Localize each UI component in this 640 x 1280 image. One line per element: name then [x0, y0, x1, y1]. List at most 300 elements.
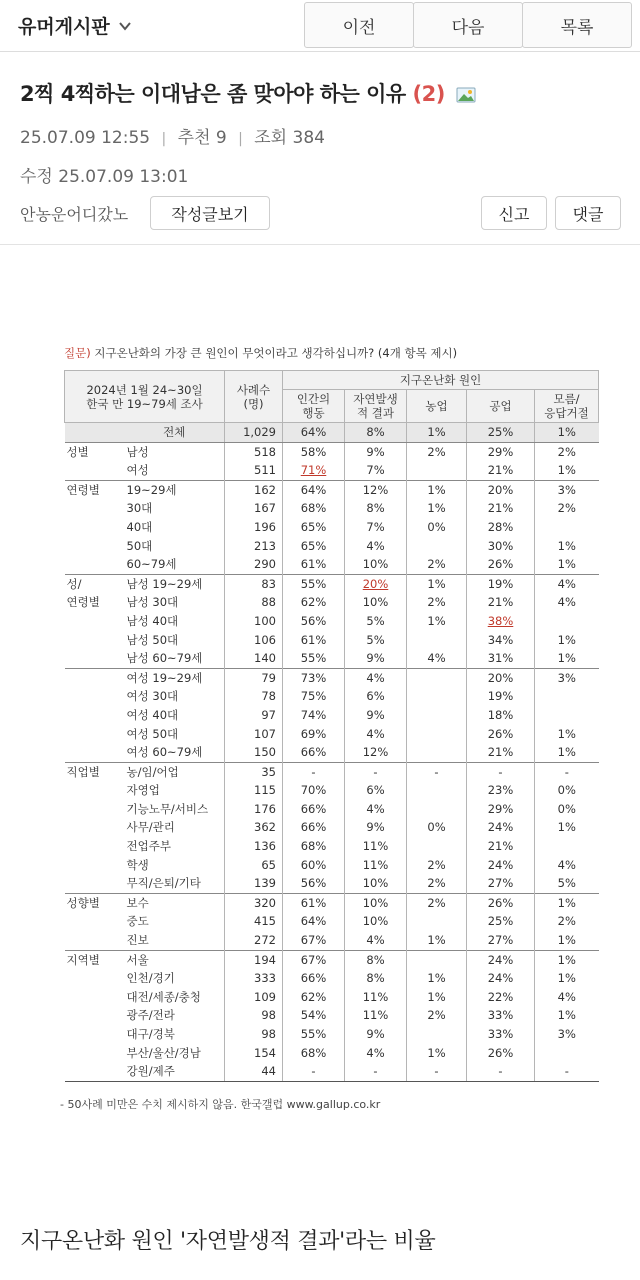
table-cell-h: 60%	[283, 856, 345, 875]
table-row	[65, 461, 599, 480]
table-cell-g	[65, 499, 125, 518]
table-cell-s: 60~79세	[126, 557, 177, 572]
table-cell-g: 연령별	[65, 480, 125, 499]
table-cell-a: 1%	[407, 423, 467, 443]
table-cell-s: 여성 30대	[126, 689, 179, 704]
table-cell-h: 62%	[283, 988, 345, 1007]
table-cell-n: 196	[225, 518, 283, 537]
table-row	[65, 631, 599, 650]
survey-footnote: - 50사례 미만은 수치 제시하지 않음. 한국갤럽 www.gallup.co.kr	[60, 1097, 381, 1111]
table-cell-g	[65, 743, 125, 762]
table-cell-n: 362	[225, 818, 283, 837]
table-cell-g	[65, 856, 125, 875]
table-row	[65, 912, 599, 931]
table-cell-h: 56%	[283, 612, 345, 631]
table-cell-n: 415	[225, 912, 283, 931]
header-human: 인간의 행동	[283, 390, 345, 423]
table-cell-s: 여성	[126, 463, 149, 478]
table-cell-na: 8%	[345, 423, 407, 443]
table-cell-na: 11%	[345, 856, 407, 875]
table-cell-s: 사무/관리	[126, 820, 175, 835]
table-cell-i: 26%	[467, 555, 535, 574]
edited-date: 수정 25.07.09 13:01	[20, 167, 189, 187]
table-cell-u	[535, 518, 599, 537]
table-cell-na: 10%	[345, 912, 407, 931]
table-cell-n: 1,029	[225, 423, 283, 443]
table-cell-u	[535, 612, 599, 631]
table-cell-na: 9%	[345, 442, 407, 461]
table-cell-i: 26%	[467, 1044, 535, 1063]
survey-table	[64, 370, 599, 1082]
header-sample-size: 사례수 (명)	[225, 371, 283, 423]
post-title-text: 2찍 4찍하는 이대남은 좀 맞아야 하는 이유	[20, 82, 406, 106]
table-cell-i: 24%	[467, 969, 535, 988]
table-row	[65, 1044, 599, 1063]
comment-button[interactable]: 댓글	[555, 196, 621, 230]
table-cell-g	[65, 874, 125, 893]
table-cell-na: 9%	[345, 818, 407, 837]
table-cell-a: 0%	[407, 818, 467, 837]
table-cell-h: 67%	[283, 931, 345, 950]
table-cell-na: 7%	[345, 518, 407, 537]
table-cell-i: -	[467, 1062, 535, 1081]
table-cell-n: 320	[225, 893, 283, 912]
table-cell-g	[65, 461, 125, 480]
table-cell-i: 30%	[467, 537, 535, 556]
table-cell-a	[407, 912, 467, 931]
table-row	[65, 856, 599, 875]
table-cell-h: -	[283, 1062, 345, 1081]
prev-button[interactable]: 이전	[304, 2, 414, 48]
table-cell-n: 139	[225, 874, 283, 893]
table-cell-u: 4%	[535, 593, 599, 612]
table-cell-g	[65, 781, 125, 800]
table-cell-n: 98	[225, 1006, 283, 1025]
table-cell-i: 18%	[467, 706, 535, 725]
header-natural: 자연발생 적 결과	[345, 390, 407, 423]
table-row	[65, 762, 599, 781]
table-cell-u: 3%	[535, 1025, 599, 1044]
table-row	[65, 837, 599, 856]
table-row	[65, 988, 599, 1007]
table-cell-h: 54%	[283, 1006, 345, 1025]
table-cell-i: 29%	[467, 442, 535, 461]
table-cell-na: 5%	[345, 612, 407, 631]
report-button[interactable]: 신고	[481, 196, 547, 230]
table-cell-n: 511	[225, 461, 283, 480]
table-cell-na: 4%	[345, 1044, 407, 1063]
table-cell-a: 1%	[407, 1044, 467, 1063]
table-cell-g: 연령별	[66, 595, 100, 610]
table-cell-u: 4%	[535, 856, 599, 875]
table-cell-na: 11%	[345, 1006, 407, 1025]
table-cell-n: 98	[225, 1025, 283, 1044]
table-cell-h: 64%	[283, 480, 345, 499]
table-cell-n: 272	[225, 931, 283, 950]
table-row	[65, 537, 599, 556]
table-cell-u: 3%	[535, 480, 599, 499]
table-cell-na: 9%	[345, 1025, 407, 1044]
table-cell-i: 21%	[467, 461, 535, 480]
table-cell-h: 64%	[283, 912, 345, 931]
table-cell-u: 0%	[535, 781, 599, 800]
table-cell-i: 29%	[467, 800, 535, 819]
table-row	[65, 687, 599, 706]
question-label: 질문)	[64, 346, 91, 360]
table-cell-u: 1%	[535, 1006, 599, 1025]
top-nav-bar	[0, 0, 640, 52]
table-cell-i: 23%	[467, 781, 535, 800]
table-cell-g	[65, 1044, 125, 1063]
author-posts-button[interactable]: 작성글보기	[150, 196, 270, 230]
table-cell-h: 70%	[283, 781, 345, 800]
table-cell-i: 34%	[467, 631, 535, 650]
table-cell-u: 2%	[535, 499, 599, 518]
table-cell-a: 1%	[407, 931, 467, 950]
table-row	[65, 725, 599, 744]
table-cell-n: 290	[225, 555, 283, 574]
table-cell-s: 남성 30대	[126, 595, 179, 610]
table-cell-s: 학생	[126, 857, 149, 872]
table-cell-g: 직업별	[65, 762, 125, 781]
table-cell-h: 68%	[283, 499, 345, 518]
table-cell-n: 79	[225, 668, 283, 687]
table-cell-u: -	[535, 762, 599, 781]
table-cell-g	[65, 687, 125, 706]
table-cell-a: 1%	[407, 612, 467, 631]
table-row	[65, 480, 599, 499]
table-cell-s: 남성	[125, 442, 225, 461]
table-cell-u: 2%	[535, 912, 599, 931]
table-cell-n: 518	[225, 442, 283, 461]
table-cell-u: 1%	[535, 725, 599, 744]
table-cell-s: 강원/제주	[125, 1062, 225, 1081]
table-cell-u: 1%	[535, 461, 599, 480]
table-cell-h: 58%	[283, 442, 345, 461]
table-cell-g	[65, 612, 125, 631]
table-cell-u: 2%	[535, 442, 599, 461]
table-row	[65, 818, 599, 837]
table-cell-na: 8%	[345, 969, 407, 988]
table-cell-na: 12%	[345, 480, 407, 499]
table-cell-i: 33%	[467, 1006, 535, 1025]
table-cell-h: 66%	[283, 743, 345, 762]
table-cell-g	[65, 668, 125, 687]
table-cell-u: -	[535, 1062, 599, 1081]
table-cell-u: 1%	[535, 893, 599, 912]
table-cell-n: 213	[225, 537, 283, 556]
comment-count[interactable]: (2)	[412, 82, 445, 106]
table-cell-g	[65, 706, 125, 725]
table-cell-h: 68%	[283, 1044, 345, 1063]
table-cell-s: 보수	[125, 893, 225, 912]
table-cell-s: 자영업	[126, 783, 160, 798]
table-cell-h: 61%	[283, 893, 345, 912]
table-cell-u: 1%	[535, 818, 599, 837]
table-cell-g	[65, 969, 125, 988]
table-cell-a: 4%	[407, 649, 467, 668]
list-button[interactable]: 목록	[522, 2, 632, 48]
table-cell-i: 24%	[467, 856, 535, 875]
table-cell-a	[407, 837, 467, 856]
post-date: 25.07.09 12:55	[20, 128, 151, 148]
table-cell-a	[407, 461, 467, 480]
header-unknown: 모름/ 응답거절	[535, 390, 599, 423]
table-row	[65, 931, 599, 950]
table-cell-g	[65, 631, 125, 650]
table-cell-i: 21%	[467, 593, 535, 612]
table-cell-s: 대구/경북	[126, 1027, 175, 1041]
table-cell-h: 69%	[283, 725, 345, 744]
table-cell-s: 여성 50대	[126, 726, 179, 741]
table-cell-h: 65%	[283, 537, 345, 556]
table-cell-s: 19~29세	[125, 480, 225, 499]
table-cell-g	[65, 1062, 125, 1081]
meta-separator: |	[161, 131, 167, 147]
table-row	[65, 593, 599, 612]
table-row	[65, 668, 599, 687]
table-cell-g: 성/	[65, 574, 125, 593]
table-cell-h: 67%	[283, 950, 345, 969]
table-row	[65, 706, 599, 725]
table-cell-s: 전업주부	[126, 839, 171, 854]
table-cell-na: 10%	[345, 874, 407, 893]
table-cell-g: 성향별	[65, 893, 125, 912]
table-cell-s: 30대	[126, 501, 153, 516]
post-caption: 지구온난화 원인 '자연발생적 결과'라는 비율	[20, 1229, 436, 1254]
table-cell-u: 1%	[535, 649, 599, 668]
table-cell-na: -	[345, 1062, 407, 1081]
table-cell-na: 12%	[345, 743, 407, 762]
table-cell-i: 25%	[467, 423, 535, 443]
table-cell-h: -	[283, 762, 345, 781]
table-cell-a: 2%	[407, 856, 467, 875]
table-cell-g	[65, 423, 125, 443]
table-cell-na: 4%	[345, 725, 407, 744]
table-cell-na: 9%	[345, 706, 407, 725]
table-cell-u: 1%	[535, 631, 599, 650]
table-cell-a: 2%	[407, 1006, 467, 1025]
recommend-count: 추천 9	[177, 128, 227, 148]
table-cell-na: 7%	[345, 461, 407, 480]
table-cell-a: 2%	[407, 874, 467, 893]
post-meta	[20, 123, 325, 148]
table-cell-n: 106	[225, 631, 283, 650]
table-cell-a: -	[407, 762, 467, 781]
table-cell-a: 1%	[407, 574, 467, 593]
board-name: 유머게시판	[18, 16, 110, 38]
table-cell-g	[65, 988, 125, 1007]
table-cell-h: 55%	[283, 574, 345, 593]
table-cell-a	[407, 781, 467, 800]
table-cell-a: 1%	[407, 499, 467, 518]
table-cell-g: 성별	[65, 442, 125, 461]
next-button[interactable]: 다음	[413, 2, 523, 48]
table-cell-h: 74%	[283, 706, 345, 725]
table-cell-na: 4%	[345, 800, 407, 819]
table-cell-g	[65, 555, 125, 574]
table-cell-na: 11%	[345, 837, 407, 856]
table-cell-n: 44	[225, 1062, 283, 1081]
table-cell-h: 75%	[283, 687, 345, 706]
header-cause-group: 지구온난화 원인	[283, 371, 599, 390]
table-cell-i: 27%	[467, 874, 535, 893]
table-row	[65, 1006, 599, 1025]
table-row	[65, 781, 599, 800]
table-row	[65, 555, 599, 574]
table-cell-g	[65, 837, 125, 856]
table-row	[65, 612, 599, 631]
table-cell-a	[407, 743, 467, 762]
table-cell-na: 9%	[345, 649, 407, 668]
table-cell-n: 115	[225, 781, 283, 800]
table-cell-h: 65%	[283, 518, 345, 537]
table-cell-s: 부산/울산/경남	[126, 1045, 201, 1060]
view-count: 조회 384	[254, 128, 325, 148]
table-row	[65, 969, 599, 988]
table-cell-na: 11%	[345, 988, 407, 1007]
table-cell-n: 167	[225, 499, 283, 518]
table-cell-s: 여성 19~29세	[125, 668, 225, 687]
board-selector[interactable]	[18, 12, 132, 39]
table-cell-n: 176	[225, 800, 283, 819]
chevron-down-icon	[118, 19, 132, 33]
table-cell-i: 20%	[467, 668, 535, 687]
table-cell-g	[65, 931, 125, 950]
table-cell-i: 24%	[467, 818, 535, 837]
header-survey-desc: 2024년 1월 24~30일 한국 만 19~79세 조사	[65, 371, 225, 423]
table-cell-n: 194	[225, 950, 283, 969]
table-cell-u: 1%	[535, 950, 599, 969]
table-cell-h: 71%	[283, 461, 345, 480]
survey-table-body	[65, 423, 599, 1082]
table-cell-a: -	[407, 1062, 467, 1081]
table-cell-n: 35	[225, 762, 283, 781]
table-cell-a	[407, 706, 467, 725]
table-cell-i: 21%	[467, 743, 535, 762]
table-cell-h: 66%	[283, 818, 345, 837]
table-cell-na: 10%	[345, 593, 407, 612]
table-cell-n: 65	[225, 856, 283, 875]
table-cell-u: 1%	[535, 931, 599, 950]
table-row	[65, 800, 599, 819]
table-row	[65, 574, 599, 593]
table-cell-u: 5%	[535, 874, 599, 893]
table-cell-h: 56%	[283, 874, 345, 893]
table-cell-u: 1%	[535, 969, 599, 988]
table-cell-h: 55%	[283, 649, 345, 668]
table-cell-na: 8%	[345, 950, 407, 969]
post-nav-buttons	[305, 2, 632, 48]
table-cell-h: 66%	[283, 969, 345, 988]
table-cell-s: 전체	[125, 423, 225, 443]
table-cell-h: 61%	[283, 555, 345, 574]
table-cell-g	[65, 818, 125, 837]
table-cell-i: 27%	[467, 931, 535, 950]
table-cell-h: 64%	[283, 423, 345, 443]
table-cell-i: 25%	[467, 912, 535, 931]
table-cell-i: -	[467, 762, 535, 781]
table-cell-s: 무직/은퇴/기타	[126, 876, 201, 891]
table-cell-u: 4%	[535, 574, 599, 593]
header-industry: 공업	[467, 390, 535, 423]
table-cell-i: 22%	[467, 988, 535, 1007]
table-cell-na: 6%	[345, 781, 407, 800]
table-cell-s: 남성 50대	[126, 632, 179, 647]
table-cell-g	[65, 537, 125, 556]
table-row	[65, 499, 599, 518]
table-cell-s: 대전/세종/충청	[126, 989, 201, 1004]
table-cell-a	[407, 668, 467, 687]
table-row	[65, 893, 599, 912]
table-cell-i: 21%	[467, 499, 535, 518]
table-row	[65, 950, 599, 969]
author-name[interactable]: 안농운어디갔노	[20, 205, 129, 224]
table-cell-s: 40대	[126, 519, 153, 534]
table-cell-n: 150	[225, 743, 283, 762]
table-cell-s: 남성 40대	[126, 613, 179, 628]
table-cell-na: 8%	[345, 499, 407, 518]
table-cell-i: 26%	[467, 725, 535, 744]
meta-separator: |	[238, 131, 243, 147]
table-cell-n: 333	[225, 969, 283, 988]
table-cell-s: 농/임/어업	[125, 762, 225, 781]
table-cell-a	[407, 687, 467, 706]
table-cell-u	[535, 687, 599, 706]
table-cell-a: 2%	[407, 893, 467, 912]
table-cell-h: 68%	[283, 837, 345, 856]
table-cell-u	[535, 1044, 599, 1063]
table-cell-s: 남성 19~29세	[125, 574, 225, 593]
table-cell-i: 26%	[467, 893, 535, 912]
table-cell-n: 100	[225, 612, 283, 631]
table-cell-i: 24%	[467, 950, 535, 969]
table-cell-i: 20%	[467, 480, 535, 499]
table-cell-u	[535, 706, 599, 725]
table-cell-n: 140	[225, 649, 283, 668]
table-cell-g	[65, 649, 125, 668]
header-divider	[0, 244, 640, 245]
table-cell-n: 83	[225, 574, 283, 593]
table-cell-n: 136	[225, 837, 283, 856]
table-cell-na: 10%	[345, 555, 407, 574]
table-cell-na: 4%	[345, 931, 407, 950]
table-cell-na: 5%	[345, 631, 407, 650]
table-cell-na: 20%	[345, 574, 407, 593]
survey-question	[64, 345, 600, 361]
table-cell-a: 1%	[407, 988, 467, 1007]
header-agriculture: 농업	[407, 390, 467, 423]
table-cell-h: 62%	[283, 593, 345, 612]
table-cell-s: 50대	[126, 538, 153, 553]
table-cell-a: 2%	[407, 442, 467, 461]
table-cell-h: 73%	[283, 668, 345, 687]
table-cell-na: 10%	[345, 893, 407, 912]
table-cell-a	[407, 631, 467, 650]
table-cell-u: 4%	[535, 988, 599, 1007]
table-cell-i: 28%	[467, 518, 535, 537]
table-cell-g	[65, 1025, 125, 1044]
table-cell-u	[535, 837, 599, 856]
table-row	[65, 743, 599, 762]
table-cell-i: 19%	[467, 574, 535, 593]
table-cell-i: 31%	[467, 649, 535, 668]
table-cell-s: 광주/전라	[126, 1008, 175, 1023]
table-cell-a	[407, 1025, 467, 1044]
table-cell-na: -	[345, 762, 407, 781]
table-row	[65, 423, 599, 443]
table-cell-n: 109	[225, 988, 283, 1007]
